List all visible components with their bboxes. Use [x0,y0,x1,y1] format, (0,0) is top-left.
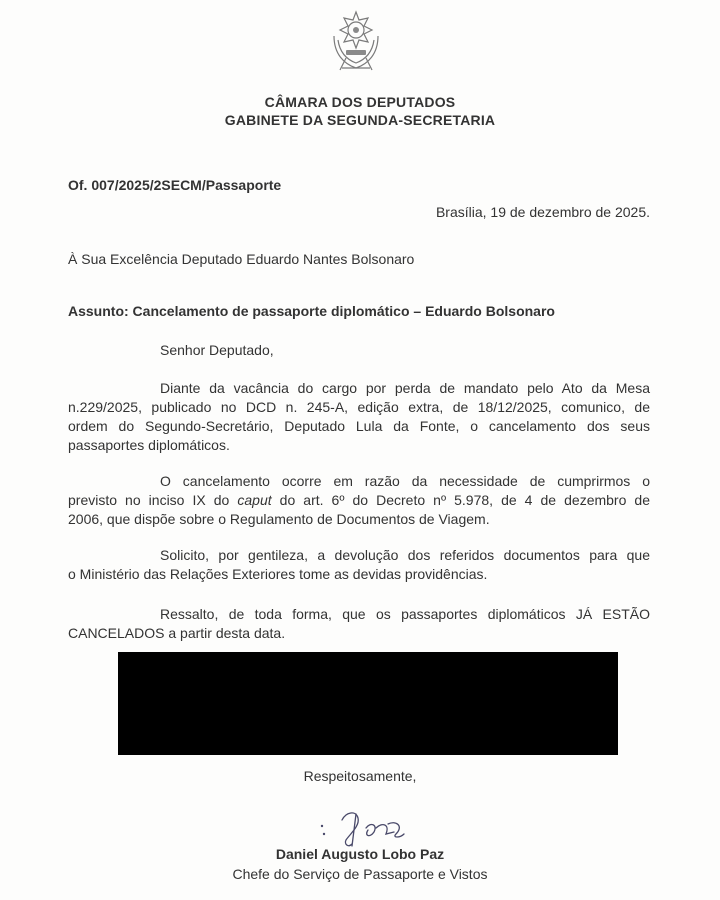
paragraph-line: Ressalto, de toda forma, que os passaportes diplomáticos JÁ ESTÃO [160,606,650,622]
paragraph-3 [68,546,650,584]
paragraph-line: O cancelamento ocorre em razão da necessidade de cumprirmos o [160,473,650,489]
paragraph-line: 2006, que dispõe sobre o Regulamento de Documentos de Viagem. [68,511,490,527]
paragraph-line: passaportes diplomáticos. [68,437,230,453]
paragraph-line: CANCELADOS a partir desta data. [68,625,286,641]
text-segment: do art. 6º do Decreto nº 5.978, de 4 de dezembro de [271,492,650,508]
date-line: Brasília, 19 de dezembro de 2025. [435,204,650,220]
signer-title: Chefe do Serviço de Passaporte e Vistos [232,866,488,882]
salutation: Senhor Deputado, [160,342,274,358]
subject-line: Assunto: Cancelamento de passaporte diplomático – Eduardo Bolsonaro [68,303,555,319]
paragraph-1 [68,379,650,455]
recipient-line: À Sua Excelência Deputado Eduardo Nantes Bolsonaro [68,251,415,267]
document-reference: Of. 007/2025/2SECM/Passaporte [68,177,282,193]
paragraph-2 [68,472,650,529]
office-name: GABINETE DA SEGUNDA-SECRETARIA [224,112,496,128]
paragraph-4 [68,605,650,643]
paragraph-line: o Ministério das Relações Exteriores tome as devidas providências. [68,566,488,582]
paragraph-line: ordem do Segundo-Secretário, Deputado Lula da Fonte, o cancelamento dos seus [68,418,650,434]
paragraph-line [68,491,650,510]
coat-of-arms-icon [328,10,384,74]
italic-term: caput [237,492,272,508]
paragraph-line: n.229/2025, publicado no DCD n. 245-A, edição extra, de 18/12/2025, comunico, de [68,399,650,415]
closing-line: Respeitosamente, [303,768,417,784]
redaction-block [118,652,618,755]
paragraph-line: Diante da vacância do cargo por perda de mandato pelo Ato da Mesa [160,380,650,396]
text-segment: previsto no inciso IX do [68,492,238,508]
institution-name: CÂMARA DOS DEPUTADOS [264,94,456,110]
signer-name: Daniel Augusto Lobo Paz [275,846,445,862]
paragraph-line: Solicito, por gentileza, a devolução dos referidos documentos para que [160,547,650,563]
